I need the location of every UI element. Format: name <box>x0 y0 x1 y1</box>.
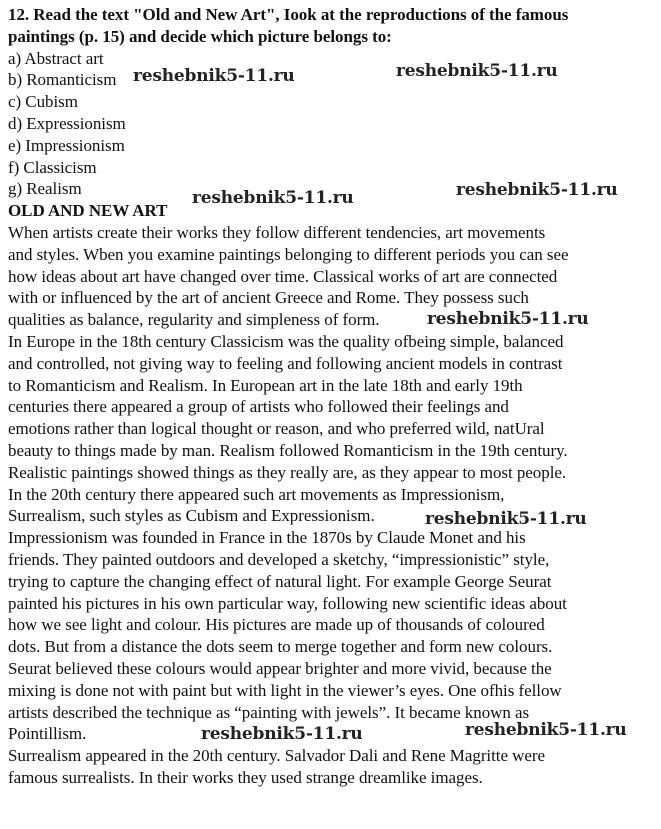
paragraph-line: famous surrealists. In their works they used strange dreamlike images. <box>8 767 483 787</box>
watermark: reshebnik5-11.ru <box>192 188 354 208</box>
paragraph-line: qualities as balance, regularity and simpleness of form. <box>8 310 380 330</box>
watermark: reshebnik5-11.ru <box>133 66 295 86</box>
paragraph-line: Surrealism appeared in the 20th century. Salvador Dali and Rene Magritte were <box>8 746 545 766</box>
watermark: reshebnik5-11.ru <box>201 724 363 744</box>
paragraph-line: centuries there appeared a group of artists who followed their feelings and <box>8 397 509 417</box>
article-title: OLD AND NEW ART <box>8 201 168 221</box>
task-heading-line-1: 12. Read the text "Old and New Art", Iook at the reproductions of the famous <box>8 5 569 24</box>
paragraph-line: dots. But from a distance the dots seem to merge together and form new colours. <box>8 637 553 657</box>
option-impressionism: e) Impressionism <box>8 135 125 155</box>
watermark: reshebnik5-11.ru <box>456 180 618 200</box>
paragraph-line: and styles. Wben you examine paintings belonging to different periods you can see <box>8 244 569 264</box>
paragraph-line: Impressionism was founded in France in the 1870s by Claude Monet and his <box>8 528 526 548</box>
watermark: reshebnik5-11.ru <box>427 309 589 329</box>
watermark: reshebnik5-11.ru <box>396 61 558 81</box>
paragraph-line: Surrealism, such styles as Cubism and Expressionism. <box>8 506 375 526</box>
option-cubism: c) Cubism <box>8 92 78 112</box>
paragraph-line: and controlled, not giving way to feeling and following ancient models in contrast <box>8 353 563 373</box>
paragraph-line: beauty to things made by man. Realism followed Romanticism in the 19th century. <box>8 440 568 460</box>
paragraph-line: how ideas about art have changed over time. Classical works of art are connected <box>8 266 558 286</box>
paragraph-line: When artists create their works they follow different tendencies, art movements <box>8 222 546 242</box>
watermark: reshebnik5-11.ru <box>465 720 627 740</box>
option-classicism: f) Classicism <box>8 157 97 177</box>
watermark: reshebnik5-11.ru <box>425 509 587 529</box>
option-realism: g) Realism <box>8 179 82 199</box>
paragraph-line: painted his pictures in his own particular way, following new scientific ideas about <box>8 593 567 613</box>
paragraph-line: with or influenced by the art of ancient Greece and Rome. They possess such <box>8 288 529 308</box>
paragraph-line: In the 20th century there appeared such art movements as Impressionism, <box>8 484 505 504</box>
paragraph-line: trying to capture the changing effect of natural light. For example George Seurat <box>8 571 552 591</box>
option-romanticism: b) Romanticism <box>8 70 117 90</box>
paragraph-line: artists described the technique as “painting with jewels”. It became known as <box>8 702 530 722</box>
paragraph-line: In Europe in the 18th century Classicism was the quality ofbeing simple, balanced <box>8 331 564 351</box>
option-abstract-art: a) Abstract art <box>8 48 104 68</box>
paragraph-line: mixing is done not with paint but with light in the viewer’s eyes. One ofhis fellow <box>8 680 562 700</box>
paragraph-line: to Romanticism and Realism. In European art in the late 18th and early 19th <box>8 375 523 395</box>
paragraph-line: emotions rather than logical thought or reason, and who preferred wild, natUral <box>8 419 545 439</box>
paragraph-line: Pointillism. <box>8 724 87 744</box>
paragraph-line: how we see light and colour. His pictures are made up of thousands of coloured <box>8 615 545 635</box>
paragraph-line: friends. They painted outdoors and developed a sketchy, “impressionistic” style, <box>8 549 550 569</box>
paragraph-line: Seurat believed these colours would appear brighter and more vivid, because the <box>8 658 552 678</box>
paragraph-line: Realistic paintings showed things as they really are, as they appear to most people. <box>8 462 567 482</box>
task-heading-line-2: paintings (p. 15) and decide which picture belongs to: <box>8 26 392 46</box>
option-expressionism: d) Expressionism <box>8 113 126 133</box>
document <box>8 4 658 789</box>
